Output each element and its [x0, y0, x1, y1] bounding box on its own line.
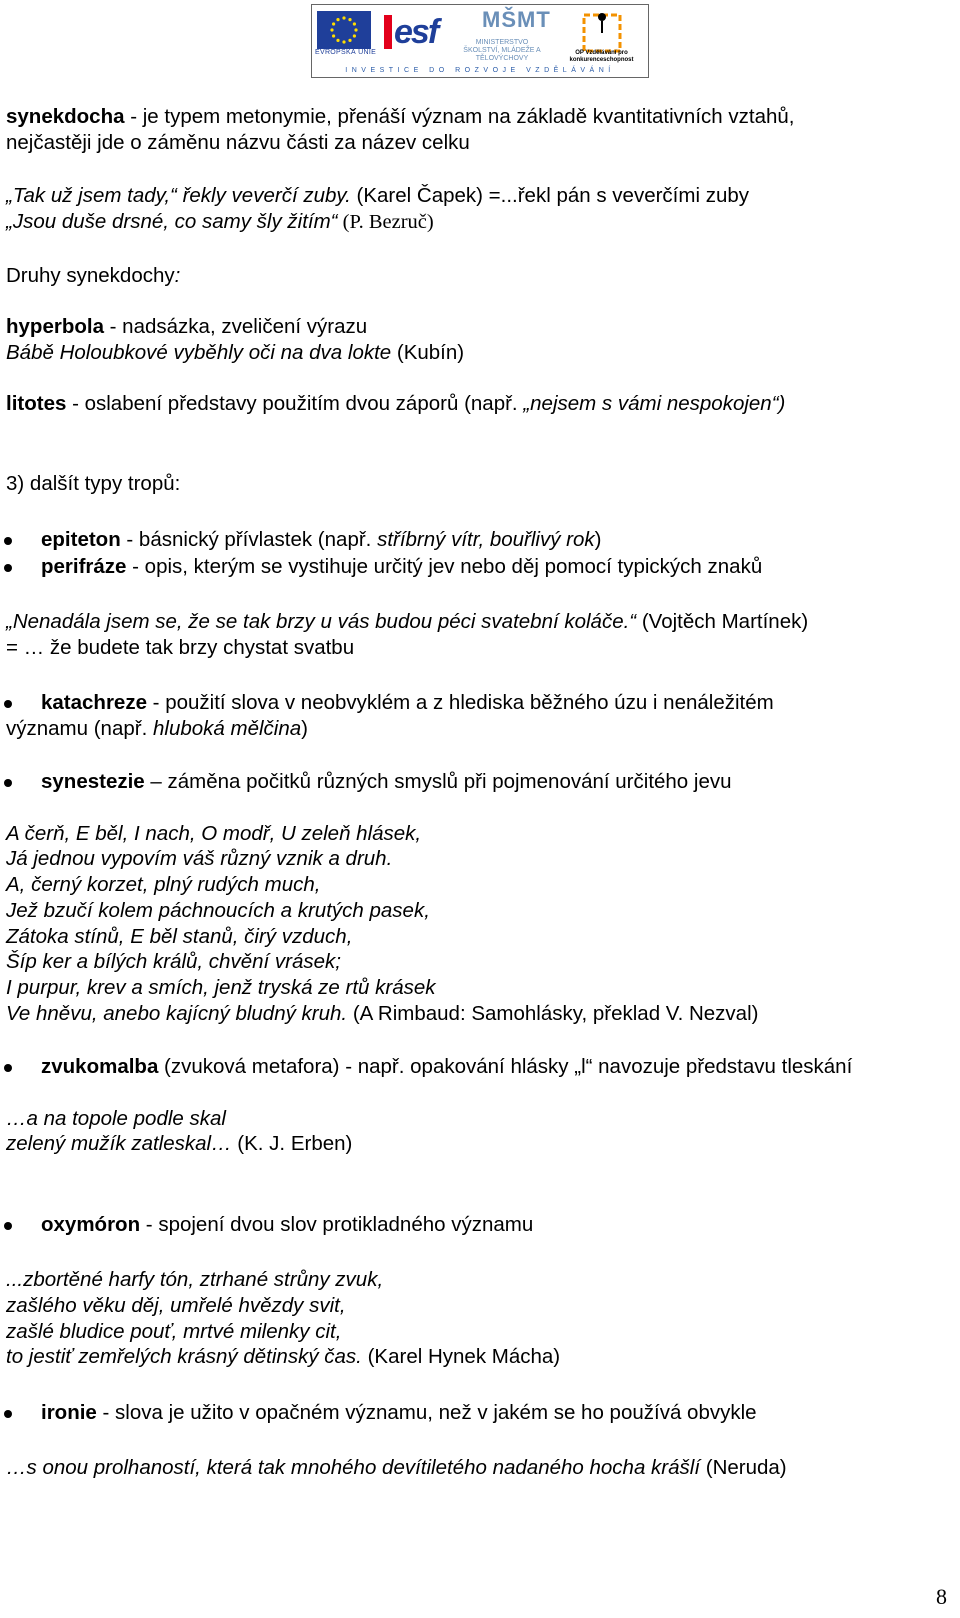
esf-bar-icon [384, 15, 392, 49]
poem-line [6, 925, 352, 949]
line-druhy [6, 264, 180, 288]
colon: : [174, 264, 181, 287]
eu-flag-icon [317, 11, 371, 49]
esf-logo: esf [394, 13, 438, 51]
line-oxymoron [41, 1213, 533, 1237]
text: (Kubín) [391, 341, 465, 364]
poem-text: Šíp ker a bílých králů, chvění vrásek; [6, 950, 341, 973]
text: - básnický přívlastek (např. [120, 528, 378, 551]
quote: Bábě Holoubkové vyběhly oči na dva lokte [6, 341, 392, 364]
line-example-kubin [6, 341, 464, 365]
poem-line [6, 873, 320, 897]
line-katachreze [41, 691, 774, 715]
quote: hluboká mělčina [152, 717, 302, 740]
text: významu (např. [6, 717, 153, 740]
bullet-icon [4, 779, 12, 787]
text: (zvuková metafora) - např. opakování hlásky „l“ navozuje představu tleskání [158, 1055, 853, 1078]
poem-line [6, 950, 341, 974]
quote: …s onou prolhaností, která tak mnohého devítiletého nadaného hocha krášlí [6, 1456, 701, 1479]
line-litotes [6, 392, 785, 416]
line-example-martinek [6, 610, 808, 634]
poem-line [6, 1345, 560, 1369]
line-zvukomalba [41, 1055, 852, 1079]
line-perifraze [41, 555, 762, 579]
text: - spojení dvou slov protikladného významu [140, 1213, 534, 1236]
line-synekdocha [6, 105, 794, 129]
term-perifraze: perifráze [41, 555, 127, 578]
poem-line [6, 1320, 341, 1344]
poem-text: Ve hněvu, anebo kajícný bludný kruh. [6, 1002, 348, 1025]
poem-text: I purpur, krev a smích, jenž tryská ze rtů krásek [6, 976, 436, 999]
line-epiteton [41, 528, 601, 552]
poem-text: zašlé bludice pouť, mrtvé milenky cit, [6, 1320, 342, 1343]
term-katachreze: katachreze [41, 691, 147, 714]
op-label: OP Vzdělávání pro konkurenceschopnost [569, 50, 634, 63]
line-synekdocha-2: nejčastěji jde o záměnu názvu části za název celku [6, 131, 470, 154]
quote: „nejsem s vámi nespokojen“) [523, 392, 786, 415]
poem-line [6, 847, 392, 871]
line-example-bezruc [6, 210, 434, 234]
text: – záměna počitků různých smyslů při pojmenování určitého jevu [144, 770, 732, 793]
text: - slova je užito v opačném významu, než v jakém se ho používá obvykle [96, 1401, 757, 1424]
term-synestezie: synestezie [41, 770, 145, 793]
text-end: ) [301, 717, 308, 740]
quote: „Jsou duše drsné, co samy šly žitím“ [6, 210, 338, 233]
line-neruda [6, 1456, 787, 1480]
bullet-icon [4, 1222, 12, 1230]
poem-line [6, 899, 430, 923]
text: (A Rimbaud: Samohlásky, překlad V. Nezval) [347, 1002, 759, 1025]
term-oxymoron: oxymóron [41, 1213, 141, 1236]
text: (P. Bezruč) [337, 211, 434, 233]
line-erben-1 [6, 1107, 226, 1131]
text: - použití slova v neobvyklém a z hlediska běžného úzu i nenáležitém [146, 691, 774, 714]
quote: zelený mužík zatleskal… [6, 1132, 232, 1155]
poem-text: to jestiť zemřelých krásný dětinský čas. [6, 1345, 362, 1368]
msmt-logo: MŠMT [482, 7, 551, 32]
header-logos [311, 4, 649, 78]
line-erben-2 [6, 1132, 352, 1156]
poem-text: zašlého věku děj, umřelé hvězdy svit, [6, 1294, 346, 1317]
line-hyperbola [6, 315, 367, 339]
term-zvukomalba: zvukomalba [41, 1055, 159, 1078]
term-epiteton: epiteton [41, 528, 121, 551]
text: (K. J. Erben) [231, 1132, 353, 1155]
line-dalsi-typy: 3) dalšít typy tropů: [6, 472, 181, 495]
msmt-sublabel: MINISTERSTVO ŠKOLSTVÍ, MLÁDEŽE A TĚLOVÝCHOVY [463, 39, 541, 62]
page-number: 8 [936, 1584, 947, 1609]
text: (Neruda) [700, 1456, 787, 1479]
bullet-icon [4, 564, 12, 572]
poem-text: A čerň, E běl, I nach, O modř, U zeleň hlásek, [6, 822, 422, 845]
line-synestezie [41, 770, 732, 794]
term-hyperbola: hyperbola [6, 315, 104, 338]
quote: „Nenadála jsem se, že se tak brzy u vás budou péci svatební koláče.“ [6, 610, 637, 633]
quote: …a na topole podle skal [6, 1107, 226, 1130]
text: (Karel Čapek) =...řekl pán s veverčími zuby [350, 184, 750, 207]
poem-line [6, 822, 421, 846]
text: (Vojtěch Martínek) [636, 610, 809, 633]
line-example-capek [6, 184, 749, 208]
eu-label: EVROPSKÁ UNIE [315, 49, 377, 56]
term-ironie: ironie [41, 1401, 97, 1424]
poem-line [6, 1294, 346, 1318]
bullet-icon [4, 1064, 12, 1072]
poem-line [6, 1002, 758, 1026]
bullet-icon [4, 700, 12, 708]
poem-line [6, 976, 436, 1000]
quote: stříbrný vítr, bouřlivý rok [377, 528, 595, 551]
text-end: ) [594, 528, 602, 551]
poem-text: Já jednou vypovím váš různý vznik a druh. [6, 847, 393, 870]
term-litotes: litotes [6, 392, 67, 415]
line-katachreze-2 [6, 717, 308, 741]
line-ironie [41, 1401, 757, 1425]
text: - nadsázka, zveličení výrazu [103, 315, 368, 338]
quote: „Tak už jsem tady,“ řekly veverčí zuby. [6, 184, 351, 207]
header-tagline: INVESTICE DO ROZVOJE VZDĚLÁVÁNÍ [345, 67, 615, 74]
poem-text: A, černý korzet, plný rudých much, [6, 873, 321, 896]
text: - opis, kterým se vystihuje určitý jev nebo děj pomocí typických znaků [126, 555, 763, 578]
text: - oslabení představy použitím dvou záporů (např. [66, 392, 524, 415]
text: - je typem metonymie, přenáší význam na základě kvantitativních vztahů, [124, 105, 795, 128]
term-synekdocha: synekdocha [6, 105, 125, 128]
line-svatba: = … že budete tak brzy chystat svatbu [6, 636, 355, 659]
bullet-icon [4, 537, 12, 545]
bullet-icon [4, 1410, 12, 1418]
poem-text: Jež bzučí kolem páchnoucích a krutých pasek, [6, 899, 430, 922]
poem-line [6, 1268, 383, 1292]
poem-text: ...zbortěné harfy tón, ztrhané strůny zvuk, [6, 1268, 384, 1291]
poem-text: Zátoka stínů, E běl stanů, čirý vzduch, [6, 925, 353, 948]
text: Druhy synekdochy [6, 264, 175, 287]
text: (Karel Hynek Mácha) [361, 1345, 561, 1368]
